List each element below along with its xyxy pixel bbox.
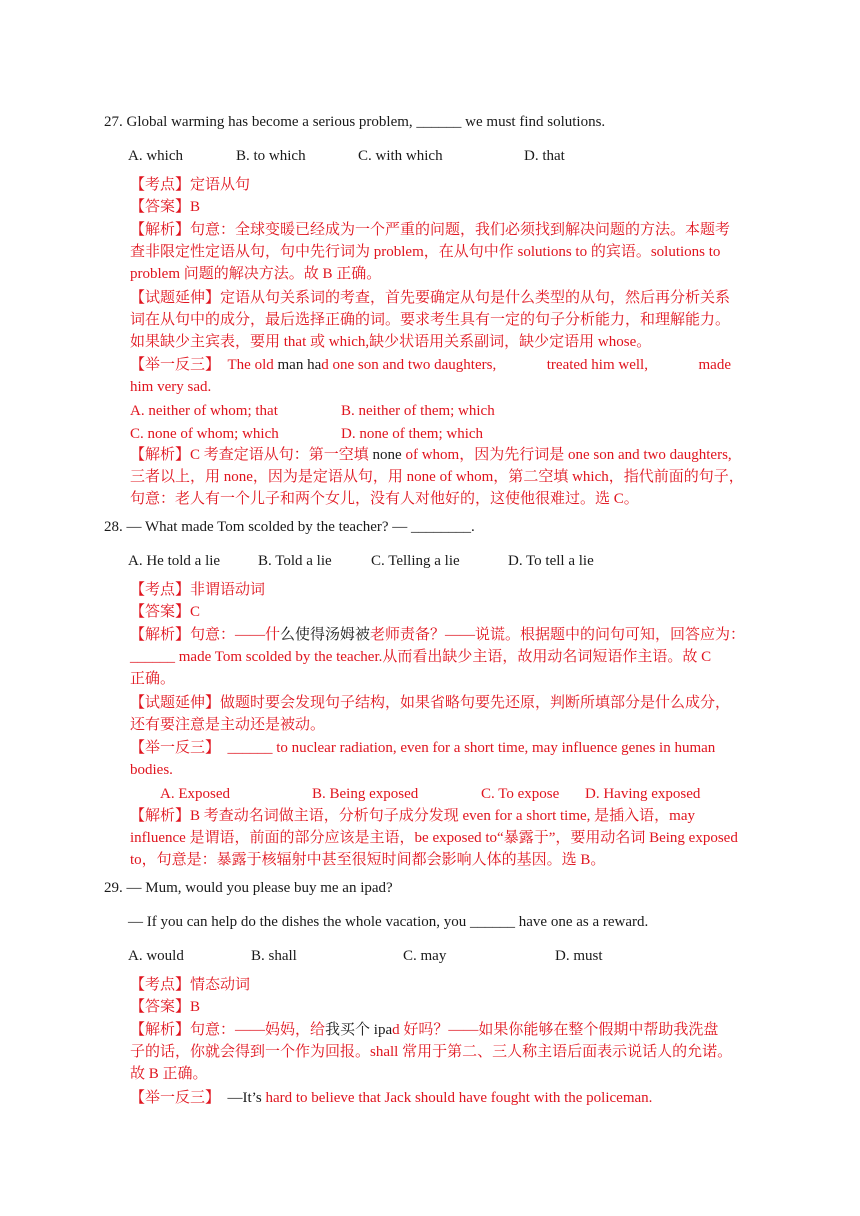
option-a: A. which — [128, 148, 183, 164]
practice-text: clear radiation, even for a short time, may influence genes in human — [306, 740, 716, 756]
jiexi-text: of whom，因为先行词是 one son and two daughters, — [401, 447, 732, 463]
jiexi-block — [130, 1019, 731, 1085]
practice-row: bodies. — [130, 762, 173, 778]
answer-tag: 【答案】 — [130, 199, 191, 215]
practice-option-c: C. To expose — [481, 786, 560, 802]
kaodian-line — [130, 974, 250, 996]
jiexi-text: 我买个 ipa — [325, 1022, 393, 1038]
jiexi-row: problem 问题的解决方法。故 B 正确。 — [130, 266, 382, 282]
question-28-stem: 28. — What made Tom scolded by the teacher? — ________. — [104, 519, 475, 535]
option-b: B. Told a lie — [258, 553, 332, 569]
practice-tag: 【举一反三】 — [130, 1090, 221, 1106]
extension-tag: 【试题延伸】 — [130, 695, 221, 711]
answer-line — [130, 196, 200, 218]
option-d: D. To tell a lie — [508, 553, 594, 569]
extension-row: 还有要注意是主动还是被动。 — [130, 717, 326, 733]
jiexi-text: 为一个严重的问题，我们必须找到解决问题的方法。本题考 — [340, 222, 731, 238]
option-c: C. Telling a lie — [371, 553, 460, 569]
jiexi-text: 么使得汤姆被 — [280, 627, 371, 643]
extension-text: 如果缺少主宾表，要用 that 或 which, — [130, 334, 370, 350]
answer-text: B — [190, 999, 201, 1015]
practice-option-b: B. neither of them; which — [341, 403, 495, 419]
question-29-stem: 29. — Mum, would you please buy me an ipad? — [104, 880, 393, 896]
jiexi-text: 句意：——妈妈，给 — [190, 1022, 326, 1038]
practice-jiexi-row — [130, 444, 731, 466]
practice-block — [130, 354, 731, 398]
answer-text: C — [190, 604, 201, 620]
extension-text: 做题时要会发现句子结构，如果省略句要先还原，判断所填部分是什么成分， — [220, 695, 731, 711]
jiexi-block — [130, 624, 746, 690]
option-a: A. He told a lie — [128, 553, 221, 569]
extension-row — [130, 331, 731, 353]
extension-tag: 【试题延伸】 — [130, 290, 221, 306]
option-c: C. may — [403, 948, 447, 964]
kaodian-line — [130, 174, 250, 196]
practice-option-d: D. Having exposed — [585, 786, 701, 802]
extension-text: 缺少状语用关系副词，缺少定语用 whose。 — [369, 334, 652, 350]
kaodian-line — [130, 579, 265, 601]
kaodian-tag: 【考点】 — [130, 177, 191, 193]
practice-jiexi-block — [130, 805, 738, 871]
jiexi-tag: 【解析】 — [130, 627, 191, 643]
practice-text: The old — [227, 357, 278, 373]
jiexi-row: 故 B 正确。 — [130, 1066, 208, 1082]
practice-text: made — [698, 357, 731, 373]
extension-row — [130, 287, 731, 309]
jiexi-text: none — [372, 447, 402, 463]
practice-text: man ha — [277, 357, 322, 373]
practice-tag: 【举一反三】 — [130, 357, 221, 373]
option-b: B. shall — [251, 948, 297, 964]
jiexi-tag: 【解析】 — [130, 222, 191, 238]
practice-line — [130, 1087, 652, 1109]
extension-text: 定语从句关 — [220, 290, 296, 306]
option-b: B. to which — [236, 148, 306, 164]
practice-text: —It’s — [227, 1090, 266, 1106]
question-29-stem-reply: — If you can help do the dishes the whole vacation, you ______ have one as a reward. — [128, 914, 649, 930]
practice-jiexi-row: influence 是谓语，前面的部分应该是主语，be exposed to“暴露于”，要用动名词 Being exposed — [130, 830, 738, 846]
practice-row — [130, 737, 731, 759]
practice-option-a: A. Exposed — [160, 786, 230, 802]
practice-row: him very sad. — [130, 379, 212, 395]
practice-tag: 【举一反三】 — [130, 740, 221, 756]
jiexi-text: 老师责备？——说谎。根据题中的问句可知，回答应为： — [370, 627, 746, 643]
practice-text: ______ to nu — [227, 740, 307, 756]
jiexi-row — [130, 624, 746, 646]
jiexi-text: 句意：——什 — [190, 627, 281, 643]
practice-jiexi-row: to，句意是：暴露于核辐射中甚至很短时间都会影响人体的基因。选 B。 — [130, 852, 606, 868]
kaodian-text: 情态动词 — [190, 977, 251, 993]
answer-tag: 【答案】 — [130, 999, 191, 1015]
jiexi-row — [130, 219, 731, 241]
option-d: D. must — [555, 948, 603, 964]
jiexi-row: 正确。 — [130, 671, 176, 687]
practice-text: treated him well, — [546, 357, 648, 373]
jiexi-row: 查非限定性定语从句，句中先行词为 problem，在从句中作 solutions to 的宾语。solutions to — [130, 244, 721, 260]
jiexi-tag: 【解析】 — [130, 1022, 191, 1038]
kaodian-tag: 【考点】 — [130, 977, 191, 993]
practice-jiexi-row — [130, 805, 731, 827]
practice-jiexi-block — [130, 444, 744, 510]
practice-row — [130, 354, 731, 376]
extension-row — [130, 692, 731, 714]
jiexi-text: C 考查定语从句：第一空填 — [190, 447, 373, 463]
jiexi-row: ______ made Tom scolded by the teacher.从而看出缺少主语，故用动名词短语作主语。故 C — [130, 649, 712, 665]
extension-block — [130, 287, 731, 353]
jiexi-tag: 【解析】 — [130, 447, 191, 463]
kaodian-text: 非谓语动词 — [190, 582, 266, 598]
jiexi-row — [130, 1019, 731, 1041]
practice-text: d one son and two daughters, — [321, 357, 497, 373]
answer-tag: 【答案】 — [130, 604, 191, 620]
kaodian-tag: 【考点】 — [130, 582, 191, 598]
practice-jiexi-row: 三者以上，用 none，因为是定语从句，用 none of whom，第二空填 which，指代前面的句子， — [130, 469, 744, 485]
practice-text: hard to believe that Jack should have fought with the policeman. — [265, 1090, 653, 1106]
extension-row: 词在从句中的成分，最后选择正确的词。要求考生具有一定的句子分析能力，和理解能力。 — [130, 312, 731, 328]
practice-jiexi-row: 句意：老人有一个儿子和两个女儿，没有人对他好的，这使他很难过。选 C。 — [130, 491, 639, 507]
option-c: C. with which — [358, 148, 443, 164]
answer-text: B — [190, 199, 201, 215]
option-a: A. would — [128, 948, 184, 964]
extension-block — [130, 692, 731, 736]
answer-line — [130, 996, 200, 1018]
question-27-stem: 27. Global warming has become a serious problem, ______ we must find solutions. — [104, 114, 606, 130]
practice-option-b: B. Being exposed — [312, 786, 419, 802]
practice-option-c: C. none of whom; which — [130, 426, 279, 442]
answer-line — [130, 601, 200, 623]
practice-option-d: D. none of them; which — [341, 426, 484, 442]
kaodian-text: 定语从句 — [190, 177, 251, 193]
jiexi-block — [130, 219, 731, 285]
option-d: D. that — [524, 148, 565, 164]
jiexi-tag: 【解析】 — [130, 808, 191, 824]
jiexi-text: B 考查动名词做主语，分析句子成分发现 even for a short time, 是插入语，may — [190, 808, 695, 824]
jiexi-text: 句意：全球变暖已经成 — [190, 222, 341, 238]
extension-text: 系词的考查，首先要确定从句是什么类型的从句，然后再分析关系 — [295, 290, 731, 306]
practice-block — [130, 737, 731, 781]
jiexi-text: d 好吗？——如果你能够在整个假期中帮助我洗盘 — [392, 1022, 719, 1038]
practice-option-a: A. neither of whom; that — [130, 403, 278, 419]
jiexi-row: 子的话，你就会得到一个作为回报。shall 常用于第二、三人称主语后面表示说话人的允诺。 — [130, 1044, 733, 1060]
